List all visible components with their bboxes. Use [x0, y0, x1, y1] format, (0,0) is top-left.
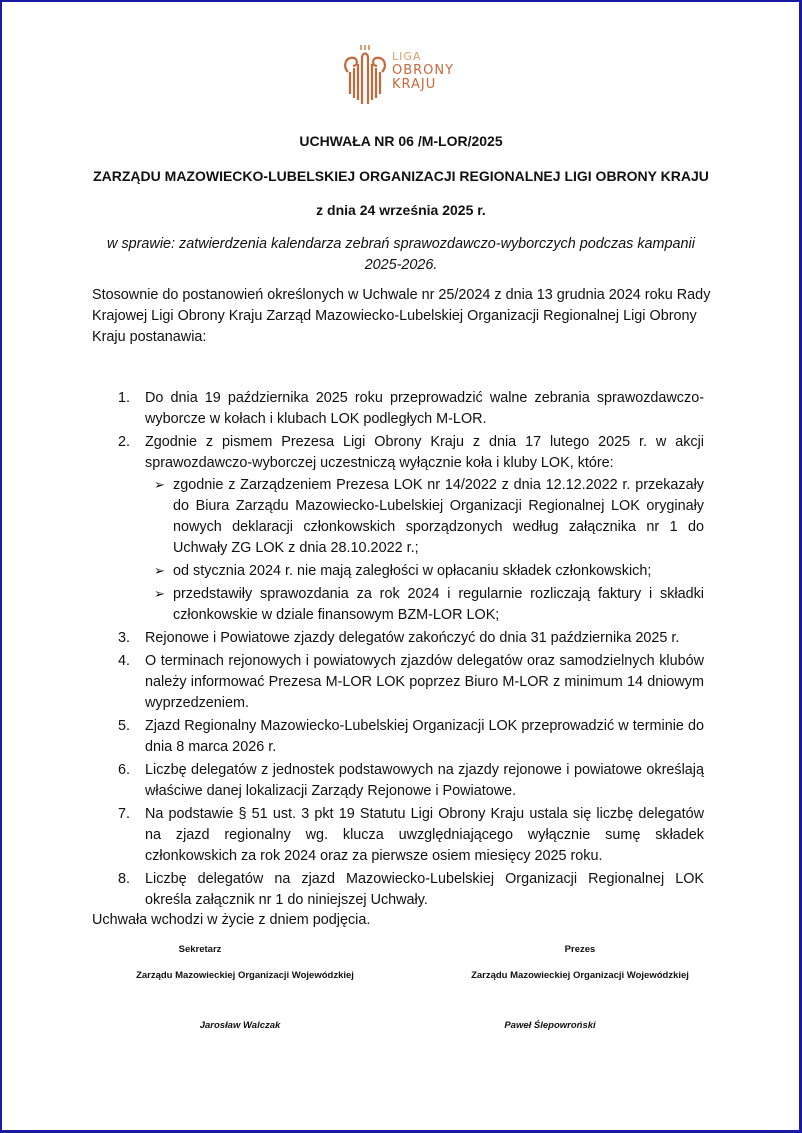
arrow-bullet-icon: ➢: [154, 563, 165, 578]
arrow-bullet-icon: ➢: [154, 586, 165, 601]
resolution-subject: w sprawie: zatwierdzenia kalendarza zebrań sprawozdawczo-wyborczych podczas kampanii 2025-2026.: [107, 236, 695, 273]
list-item: 3. Rejonowe i Powiatowe zjazdy delegatów zakończyć do dnia 31 października 2025 r.: [118, 630, 680, 646]
list-item: 5. Zjazd Regionalny Mazowiecko-Lubelskiej Organizacji LOK przeprowadzić w terminie do dnia 8 marca 2026 r.: [118, 718, 704, 755]
resolution-date: z dnia 24 września 2025 r.: [316, 202, 486, 218]
sub-list: [145, 475, 704, 626]
president-organization: Zarządu Mazowieckiej Organizacji Wojewódzkiej: [471, 970, 689, 981]
list-item: 6. Liczbę delegatów z jednostek podstawowych na zjazdy rejonowe i powiatowe określają właściwe danej lokalizacji Zarządy Rejonowe i Powiatowe.: [118, 762, 704, 799]
sub-list-item: ➢ od stycznia 2024 r. nie mają zaległości w opłacaniu składek członkowskich;: [145, 561, 704, 582]
resolution-items-list: [118, 388, 704, 913]
effective-date-statement: Uchwała wchodzi w życie z dniem podjęcia.: [92, 912, 371, 928]
liga-obrony-kraju-logo: [340, 42, 460, 112]
list-item: 2. Zgodnie z pismem Prezesa Ligi Obrony Kraju z dnia 17 lutego 2025 r. w akcji sprawozdawczo-wyborczej uczestniczą wyłącznie koła i kluby LOK, które: ➢ zgodnie z Zarządzeniem Prezesa LOK nr 14/2022 z dnia 12.12.2022 r. przekazały do Biura Zarządu Mazowiecko-Lubelskiej Organizacji Regionalnej LOK oryginały nowych deklaracji członkowskich sporządzonych według załącznika nr 1 do Uchwały ZG LOK z dnia 28.10.2022 r.; ➢ od stycznia 2024 r. nie mają zaległości w opłacaniu składek członkowskich; ➢ przedstawiły sprawozdania za rok 2024 i regularnie rozliczają faktury i składki członkowskie w dziale finansowym BZM-LOR LOK;: [118, 432, 704, 626]
list-item: 1. Do dnia 19 października 2025 roku przeprowadzić walne zebrania sprawozdawczo-wyborcze w kołach i klubach LOK podległych M-LOR.: [118, 390, 704, 427]
list-item: 7. Na podstawie § 51 ust. 3 pkt 19 Statutu Ligi Obrony Kraju ustala się liczbę delegatów na zjazd regionalny wg. klucza uwzględniającego wyłącznie sumę składek członkowskich za rok 2024 oraz za pierwsze osiem miesięcy 2025 roku.: [118, 806, 704, 864]
arrow-bullet-icon: ➢: [154, 477, 165, 492]
sub-list-item: ➢ przedstawiły sprawozdania za rok 2024 i regularnie rozliczają faktury i składki członkowskie w dziale finansowym BZM-LOR LOK;: [145, 584, 704, 626]
president-name: Paweł Ślepowroński: [504, 1020, 596, 1031]
list-item: 4. O terminach rejonowych i powiatowych zjazdów delegatów oraz samodzielnych klubów należy informować Prezesa M-LOR LOK poprzez Biuro M-LOR z minimum 14 dniowym wyprzedzeniem.: [118, 653, 704, 711]
eagle-emblem-icon: [340, 42, 390, 112]
issuing-organization: ZARZĄDU MAZOWIECKO-LUBELSKIEJ ORGANIZACJI REGIONALNEJ LIGI OBRONY KRAJU: [93, 168, 709, 184]
president-role: Prezes: [564, 944, 596, 955]
secretary-organization: Zarządu Mazowieckiej Organizacji Wojewódzkiej: [136, 970, 354, 981]
list-item: 8. Liczbę delegatów na zjazd Mazowiecko-Lubelskiej Organizacji Regionalnej LOK określa załącznik nr 1 do niniejszej Uchwały.: [118, 871, 704, 908]
secretary-role: Sekretarz: [178, 944, 222, 955]
resolution-title: UCHWAŁA NR 06 /M-LOR/2025: [299, 133, 503, 149]
logo-wordmark: LIGA OBRONY KRAJU: [392, 50, 455, 92]
intro-paragraph: Stosownie do postanowień określonych w Uchwale nr 25/2024 z dnia 13 grudnia 2024 roku Rady Krajowej Ligi Obrony Kraju Zarząd Mazowiecko-Lubelskiej Organizacji Regionalnej Ligi Obrony Kraju postanawia:: [92, 287, 711, 345]
sub-list-item: ➢ zgodnie z Zarządzeniem Prezesa LOK nr 14/2022 z dnia 12.12.2022 r. przekazały do Biura Zarządu Mazowiecko-Lubelskiej Organizacji Regionalnej LOK oryginały nowych deklaracji członkowskich sporządzonych według załącznika nr 1 do Uchwały ZG LOK z dnia 28.10.2022 r.;: [145, 475, 704, 559]
secretary-name: Jarosław Walczak: [199, 1020, 281, 1031]
